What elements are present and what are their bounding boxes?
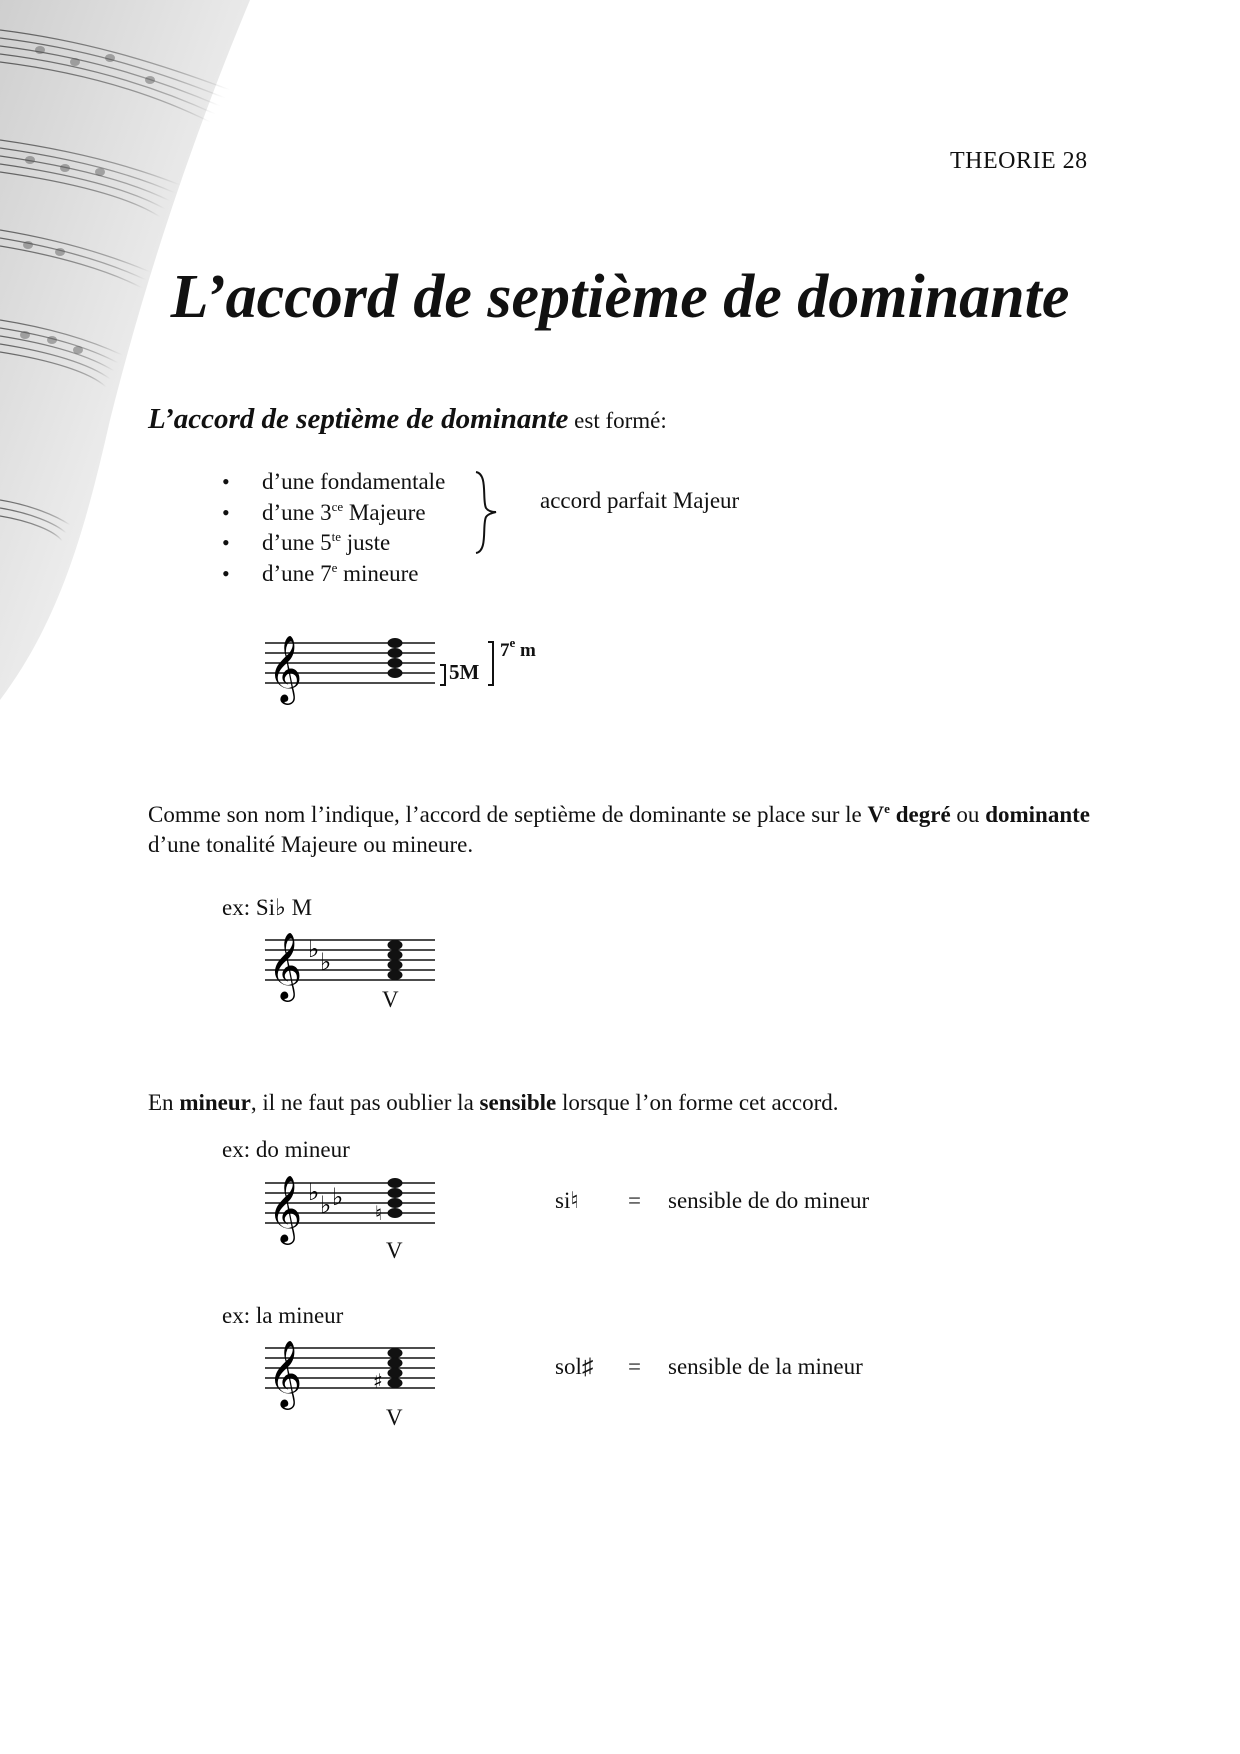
degree-numeral: V: [386, 1238, 403, 1263]
chord-notes: [388, 638, 403, 678]
intro-lead: L’accord de septième de dominante: [148, 403, 569, 435]
sharp-sign-icon: ♯: [373, 1369, 383, 1393]
leading-tone-description: sensible de la mineur: [668, 1354, 863, 1379]
mark-seventh-minor: 7e m: [500, 635, 536, 661]
paragraph-dominant-degree: Comme son nom l’indique, l’accord de septième de dominante se place sur le Ve degré ou dominante d’une tonalité Majeure ou mineure.: [148, 801, 1091, 857]
chord-notes: [388, 1178, 403, 1218]
example-2-label: ex: Si♭ M: [222, 895, 313, 920]
bracket-5m-icon: [440, 665, 445, 685]
treble-clef-icon: 𝄞: [268, 931, 303, 999]
list-item: • d’une fondamentale: [222, 467, 445, 498]
treble-clef-icon: 𝄞: [268, 1339, 303, 1407]
chord-components-list: [222, 467, 445, 589]
example-staff-2: [260, 925, 450, 1005]
leading-tone-note: sol♯: [555, 1354, 594, 1379]
bracket-7m-icon: [488, 642, 493, 685]
intro-rest: est formé:: [568, 408, 667, 433]
flat-sign-icon: ♭: [320, 948, 332, 976]
example-staff-3: [260, 1168, 450, 1248]
flat-sign-icon: ♭: [320, 1191, 332, 1219]
natural-sign-icon: ♮: [375, 1201, 383, 1225]
page-title: L’accord de septième de dominante: [170, 263, 1070, 331]
list-item: • d’une $3^{ce}$ Majeure: [222, 498, 445, 529]
flat-sign-icon: ♭: [332, 1183, 344, 1211]
list-item: • d’une $5^{te}$ juste: [222, 528, 445, 559]
treble-clef-icon: 𝄞: [268, 1174, 303, 1242]
mark-fifth-major: 5M: [449, 660, 480, 684]
treble-clef-icon: 𝄞: [268, 634, 303, 702]
degree-numeral: V: [386, 1405, 403, 1430]
leading-tone-description: sensible de do mineur: [668, 1188, 870, 1213]
equals-sign: =: [628, 1188, 641, 1213]
flat-sign-icon: ♭: [308, 1178, 320, 1206]
degree-numeral: V: [382, 987, 399, 1012]
flat-sign-icon: ♭: [308, 935, 320, 963]
paragraph-leading-tone: En mineur, il ne faut pas oublier la sensible lorsque l’on forme cet accord.: [148, 1090, 839, 1115]
intro-sentence: [148, 403, 667, 436]
example-4-label: ex: la mineur: [222, 1303, 344, 1328]
decorative-sheet-music-corner: [0, 0, 280, 700]
example-3-label: ex: do mineur: [222, 1137, 350, 1162]
equals-sign: =: [628, 1354, 641, 1379]
page-label: THEORIE 28: [950, 148, 1088, 174]
brace-label: accord parfait Majeur: [540, 488, 740, 513]
curly-brace-icon: [470, 470, 500, 555]
list-item: • d’une 7e mineure: [222, 559, 445, 590]
example-staff-4: [260, 1333, 450, 1413]
leading-tone-note: si♮: [555, 1188, 579, 1213]
